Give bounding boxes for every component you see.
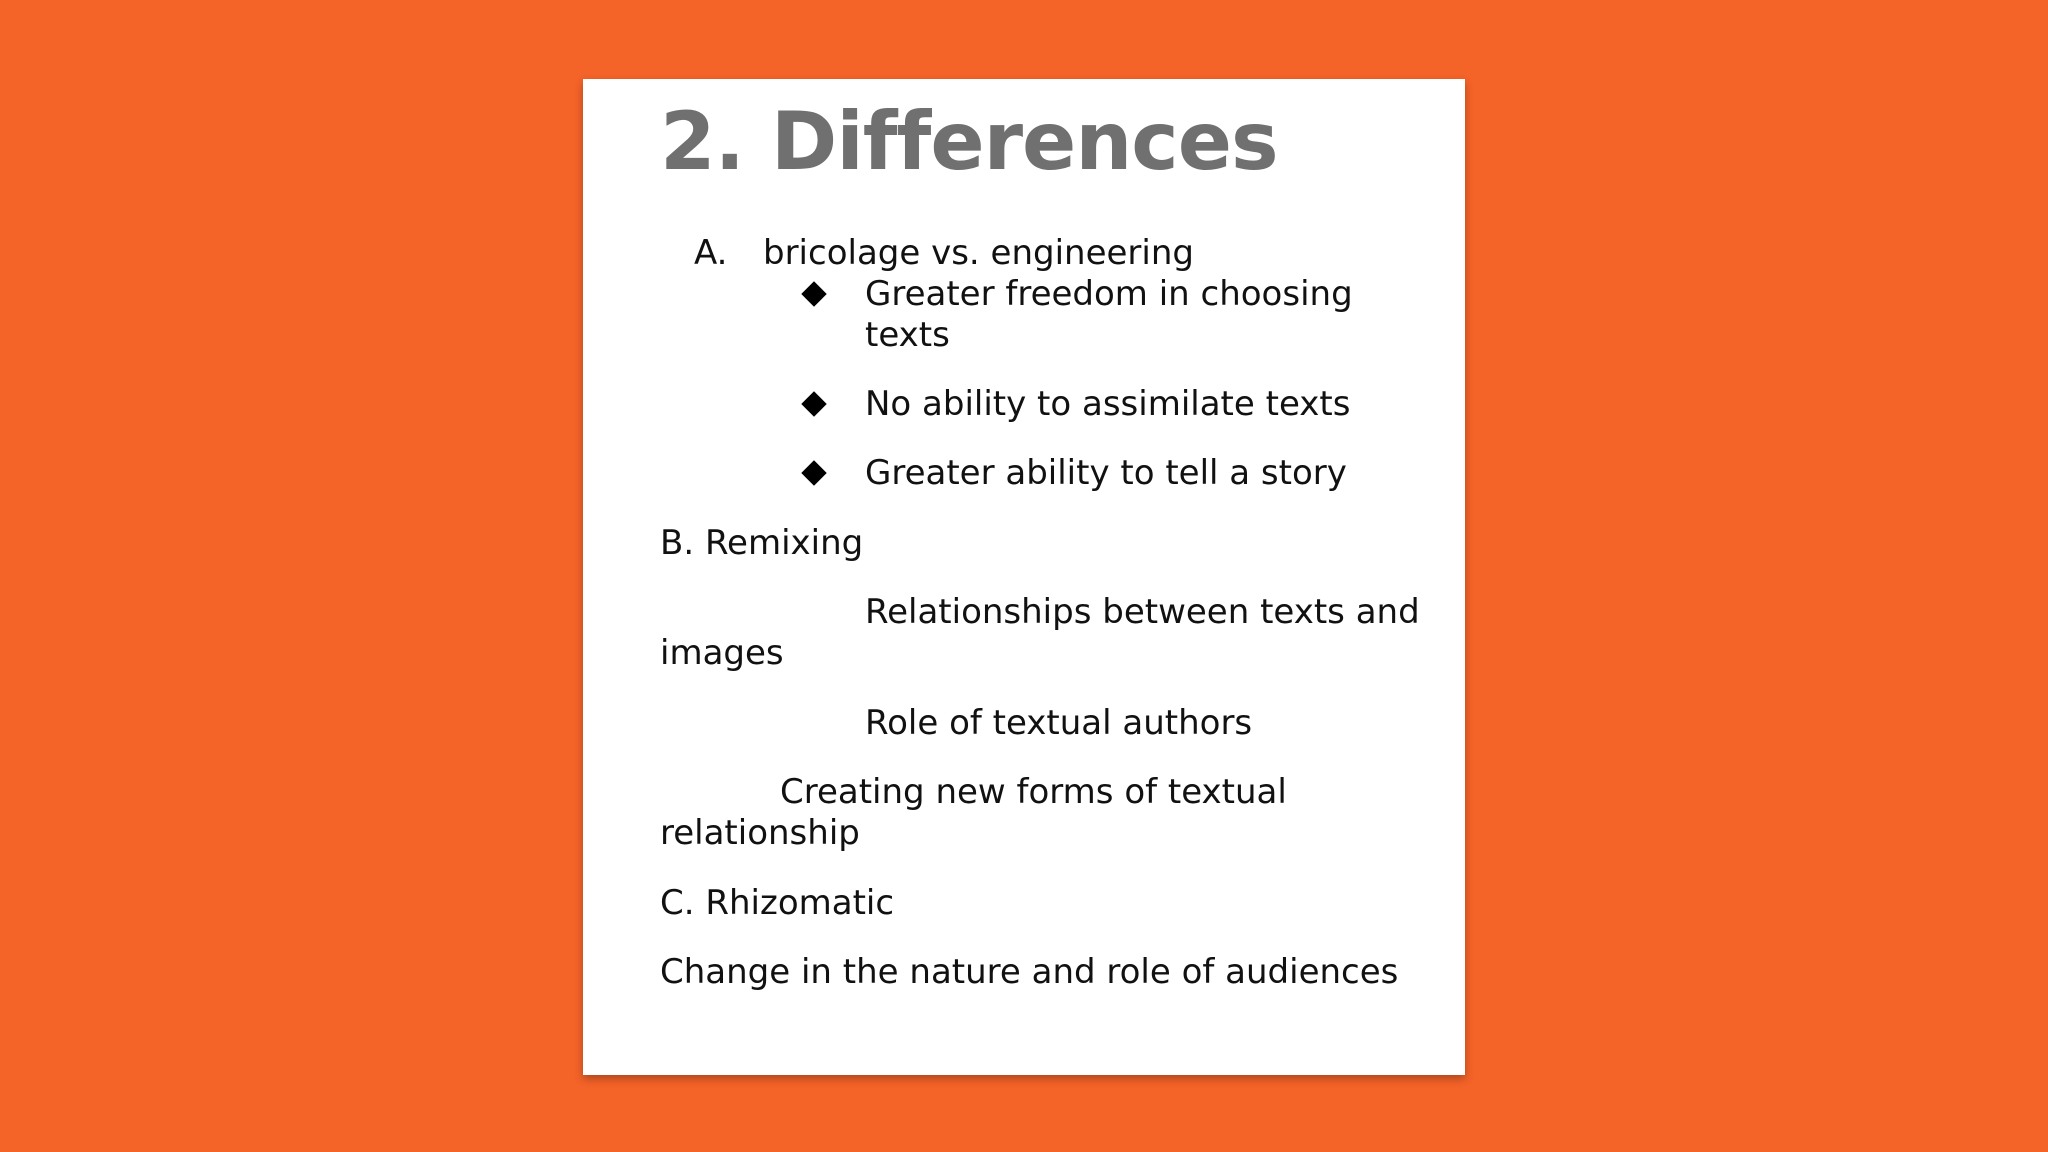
section-b-item-3-line-1: Creating new forms of textual (780, 772, 1287, 812)
section-a-bullet-1-line-2: texts (865, 315, 950, 355)
section-b-item-1-line-2: images (660, 633, 784, 673)
slide-card (583, 79, 1465, 1075)
section-b-heading: B. Remixing (660, 523, 864, 563)
section-b-item-3-line-2: relationship (660, 813, 860, 853)
section-a-bullet-3: Greater ability to tell a story (865, 453, 1347, 493)
section-b-item-1-line-1: Relationships between texts and (865, 592, 1420, 632)
section-a-marker: A. (694, 233, 728, 273)
slide-title: 2. Differences (660, 95, 1278, 188)
section-b-item-2: Role of textual authors (865, 703, 1253, 743)
section-c-item-1: Change in the nature and role of audiences (660, 952, 1399, 992)
section-a-bullet-2: No ability to assimilate texts (865, 384, 1351, 424)
section-c-heading: C. Rhizomatic (660, 883, 895, 923)
section-a-heading: bricolage vs. engineering (763, 233, 1194, 273)
section-a-bullet-1-line-1: Greater freedom in choosing (865, 274, 1353, 314)
